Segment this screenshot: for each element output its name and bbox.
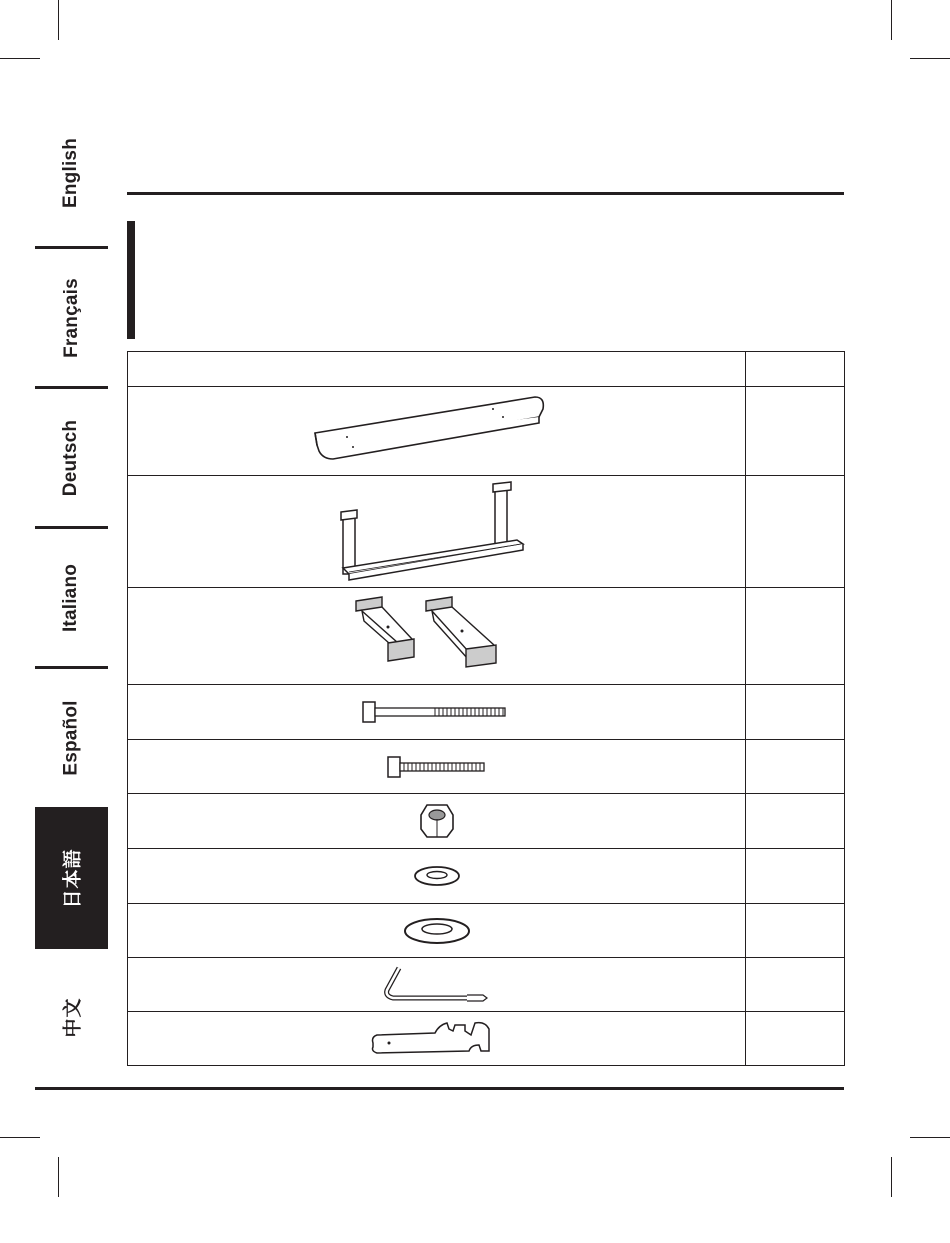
part-image-cell: [128, 1012, 746, 1066]
tab-deutsch[interactable]: [35, 389, 108, 526]
header-description: [128, 352, 746, 387]
table-row: [128, 1012, 845, 1066]
part-quantity: [746, 740, 845, 794]
long-bolt-icon: [357, 697, 517, 727]
small-washer-icon: [407, 861, 467, 891]
tab-chinese[interactable]: [35, 952, 108, 1082]
table-row: [128, 588, 845, 685]
part-quantity: [746, 387, 845, 476]
part-image-cell: [128, 476, 746, 588]
part-quantity: [746, 1012, 845, 1066]
feet-icon: [352, 591, 522, 681]
table-row: [128, 740, 845, 794]
tab-label: 中文: [62, 996, 84, 1038]
tab-english[interactable]: [35, 100, 108, 245]
tab-label: Français: [60, 277, 82, 358]
table-row: [128, 958, 845, 1012]
crop-mark: [910, 1137, 950, 1138]
crop-mark: [891, 0, 892, 40]
table-row: [128, 849, 845, 904]
table-header-row: [128, 352, 845, 387]
part-quantity: [746, 849, 845, 904]
crop-mark: [0, 58, 40, 59]
tab-italiano[interactable]: [35, 529, 108, 666]
crop-mark: [58, 0, 59, 40]
crop-mark: [891, 1157, 892, 1197]
tab-label: 日本語: [62, 847, 84, 909]
crop-mark: [0, 1137, 40, 1138]
parts-table: [127, 351, 845, 1066]
part-image-cell: [128, 387, 746, 476]
tab-label: English: [60, 137, 82, 208]
part-quantity: [746, 958, 845, 1012]
part-image-cell: [128, 740, 746, 794]
part-quantity: [746, 476, 845, 588]
part-quantity: [746, 685, 845, 740]
tab-label: Italiano: [60, 563, 82, 632]
table-row: [128, 904, 845, 958]
part-quantity: [746, 794, 845, 849]
crop-mark: [58, 1157, 59, 1197]
table-row: [128, 794, 845, 849]
table-row: [128, 387, 845, 476]
tab-japanese[interactable]: [35, 807, 108, 949]
wrench-icon: [367, 1015, 507, 1063]
part-image-cell: [128, 849, 746, 904]
crop-mark: [910, 58, 950, 59]
part-quantity: [746, 904, 845, 958]
table-row: [128, 685, 845, 740]
short-bolt-icon: [382, 752, 492, 782]
part-image-cell: [128, 794, 746, 849]
footer-rule: [35, 1087, 844, 1090]
tab-espanol[interactable]: [35, 669, 108, 806]
table-row: [128, 476, 845, 588]
large-washer-icon: [397, 911, 477, 951]
seat-board-icon: [307, 391, 567, 471]
section-marker-bar: [127, 221, 135, 339]
header-quantity: [746, 352, 845, 387]
tab-label: Deutsch: [60, 419, 82, 496]
part-image-cell: [128, 685, 746, 740]
tab-label: Español: [60, 699, 82, 776]
part-image-cell: [128, 588, 746, 685]
tab-francais[interactable]: [35, 249, 108, 386]
part-image-cell: [128, 904, 746, 958]
frame-icon: [327, 480, 547, 584]
hex-nut-icon: [417, 801, 457, 841]
part-quantity: [746, 588, 845, 685]
allen-key-icon: [377, 960, 497, 1010]
header-rule: [127, 192, 844, 195]
part-image-cell: [128, 958, 746, 1012]
